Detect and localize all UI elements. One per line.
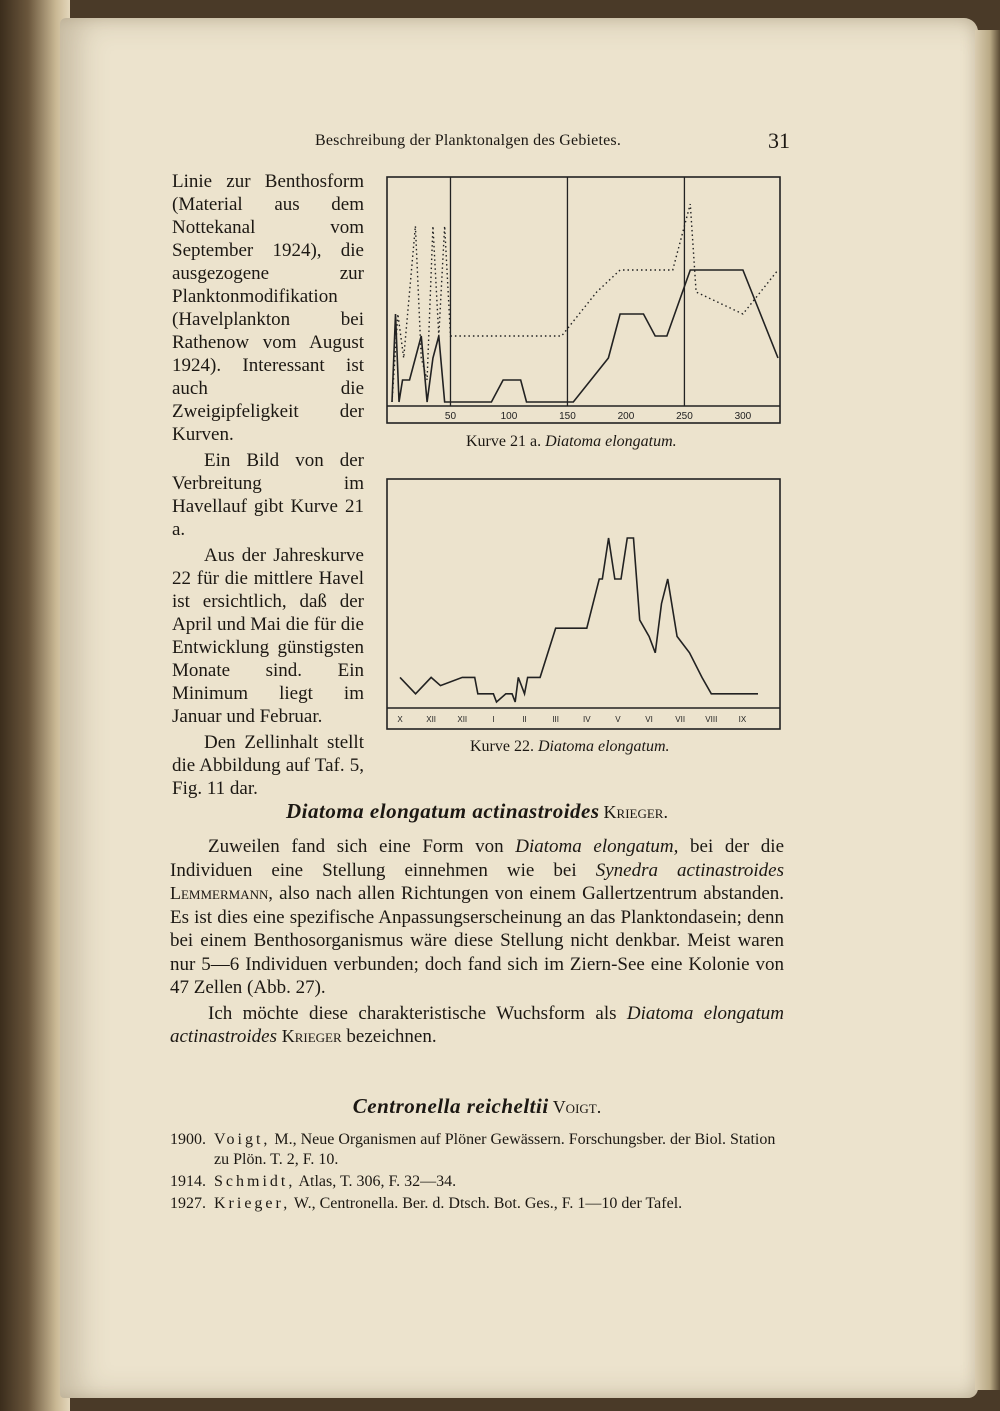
x-tick-label: III xyxy=(552,715,559,724)
reference-year: 1900. xyxy=(170,1131,206,1148)
reference-author: Krieger, xyxy=(214,1195,291,1212)
text-run: Ich möchte diese charakteristische Wuchsform als xyxy=(208,1002,627,1024)
chart-frame xyxy=(387,177,780,423)
section-heading-centronella xyxy=(170,1094,784,1119)
caption-label: Kurve 22. xyxy=(470,738,534,755)
reference-body: M., Neue Organismen auf Plöner Gewässern. Forschungsber. der Biol. Station zu Plön. T. 2, F. 10. xyxy=(214,1131,776,1168)
reference-author: Schmidt, xyxy=(214,1173,296,1190)
species-name: Diatoma elongatum actinastroides xyxy=(286,799,600,823)
section-body-diatoma xyxy=(170,835,784,1049)
chart-kurve-21a xyxy=(386,176,782,426)
text-run: also nach allen Richtungen von einem Gallertzentrum abstanden. Es ist dies eine spezifische Anpassungserscheinung an das Planktondasein; denn bei einem Benthosorganismus wäre diese Stellung nicht denkbar. Meist waren nur 5—6 Individuen verbunden; doch fand sich im Ziern-See eine Kolonie von 47 Zellen (Abb. 27). xyxy=(170,883,784,998)
paragraph: Ein Bild von der Verbreitung im Havellauf gibt Kurve 21 a. xyxy=(172,450,364,540)
figure-caption-22 xyxy=(470,738,670,756)
paragraph: Aus der Jahreskurve 22 für die mittlere Havel ist ersichtlich, daß der April und Mai die für die Entwicklung günstigsten Monate sind. Ein Minimum liegt im Januar und Februar. xyxy=(172,545,364,727)
reference-item xyxy=(170,1130,784,1170)
caption-species: Diatoma elongatum. xyxy=(545,433,677,450)
page-edge xyxy=(975,30,1000,1390)
reference-item xyxy=(170,1194,784,1214)
reference-year: 1914. xyxy=(170,1173,206,1190)
author-run: Lemmermann, xyxy=(170,883,273,903)
series-line xyxy=(400,538,758,702)
paragraph xyxy=(170,835,784,1000)
reference-body: Atlas, T. 306, F. 32—34. xyxy=(295,1173,457,1190)
running-header: Beschreibung der Planktonalgen des Gebietes. xyxy=(315,132,622,149)
x-tick-label: VI xyxy=(645,715,653,724)
figure-caption-21a xyxy=(466,433,677,451)
italic-run: Synedra actinastroides xyxy=(595,859,784,881)
section-heading-diatoma xyxy=(170,799,784,824)
x-tick-label: X xyxy=(397,715,403,724)
text-run: bei der die Individuen eine Stellung einnehmen wie bei xyxy=(170,836,784,881)
reference-text xyxy=(214,1172,456,1192)
paragraph: Den Zellinhalt stellt die Abbildung auf Taf. 5, Fig. 11 dar. xyxy=(172,732,364,799)
chart-frame xyxy=(387,479,780,729)
x-tick-label: 50 xyxy=(444,411,457,422)
x-tick-label: I xyxy=(492,715,495,724)
x-tick-label: 150 xyxy=(559,411,576,422)
x-tick-label: VII xyxy=(675,715,686,724)
x-tick-label: 250 xyxy=(676,411,693,422)
caption-species: Diatoma elongatum. xyxy=(537,738,670,755)
reference-text xyxy=(214,1130,784,1170)
page-number: 31 xyxy=(768,128,790,153)
reference-body: W., Centronella. Ber. d. Dtsch. Bot. Ges., F. 1—10 der Tafel. xyxy=(290,1195,683,1212)
x-tick-label: II xyxy=(522,715,527,724)
x-tick-label: IV xyxy=(583,715,591,724)
italic-run: Diatoma elongatum actinastroides xyxy=(170,1002,785,1047)
reference-year: 1927. xyxy=(170,1195,206,1212)
reference-item xyxy=(170,1172,784,1192)
text-run: Zuweilen fand sich eine Form von xyxy=(208,836,516,857)
reference-text xyxy=(214,1194,682,1214)
author-name: Krieger. xyxy=(603,802,668,822)
text-run: bezeichnen. xyxy=(341,1026,437,1047)
caption-label: Kurve 21 a. xyxy=(466,433,542,450)
x-tick-label: 100 xyxy=(500,411,518,422)
reference-author: Voigt, xyxy=(214,1131,271,1148)
x-tick-label: IX xyxy=(738,715,747,724)
x-tick-label: 300 xyxy=(734,411,752,422)
x-tick-label: 200 xyxy=(617,411,635,422)
reference-list xyxy=(170,1130,784,1214)
italic-run: Diatoma elongatum, xyxy=(515,836,679,857)
x-tick-label: V xyxy=(615,715,621,724)
author-name: Voigt. xyxy=(552,1097,602,1117)
species-name: Centronella reicheltii xyxy=(352,1094,549,1118)
x-tick-label: VIII xyxy=(705,715,718,724)
left-text-column xyxy=(172,170,364,800)
x-tick-label: XII xyxy=(426,715,437,724)
paragraph: Linie zur Benthosform (Material aus dem Nottekanal vom September 1924), die ausgezogene zur Planktonmodifikation (Havelplankton bei Rathenow vom August 1924). Interessant ist auch die Zweigipfeligkeit der Kurven. xyxy=(172,171,364,445)
chart-kurve-22 xyxy=(386,478,782,732)
paragraph xyxy=(170,1002,784,1049)
x-tick-label: XII xyxy=(457,715,468,724)
author-run: Krieger xyxy=(281,1026,342,1046)
